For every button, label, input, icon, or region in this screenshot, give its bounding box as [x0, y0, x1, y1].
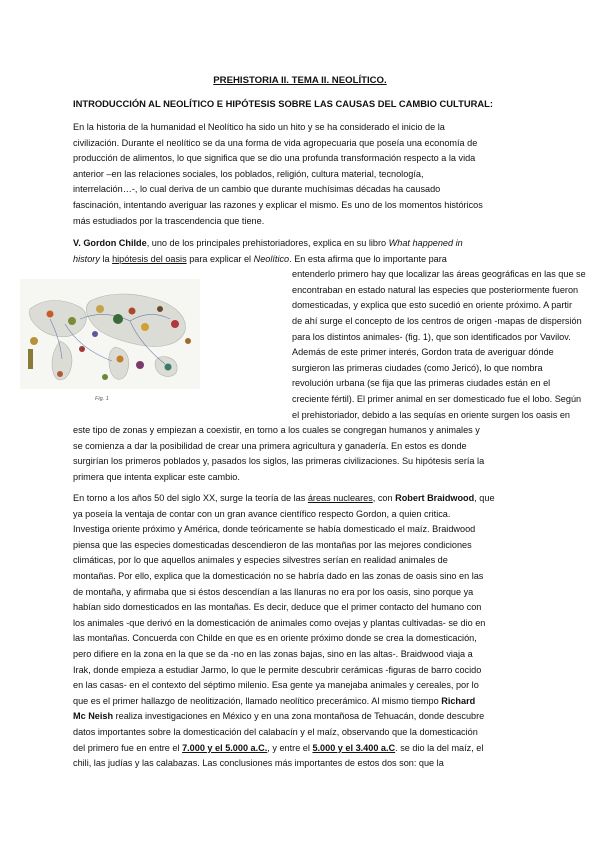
text-line: de montaña, y afirmaba que si éstos descendían a las llanuras no era por los oasis, sino porque ya: [73, 586, 474, 597]
text-line: habían sido domesticados en las montañas. Es decir, deduce que el primer contacto del humano con: [73, 602, 482, 613]
text-line: En la historia de la humanidad el Neolítico ha sido un hito y se ha considerado el inicio de la: [73, 122, 445, 132]
text-line: [73, 236, 529, 252]
text-line: domesticadas, y explica que esto sucedió en oriente próximo. A partir: [292, 300, 572, 311]
text-line: chili, las judías y las calabazas. Las conclusiones más importantes de estos dos son: que la: [73, 758, 444, 769]
text-line: Investiga oriente próximo y América, donde teóricamente se había domesticado el maíz. Braidwood: [73, 524, 476, 535]
text-line: el prehistoriador, debido a las sequías en oriente surgen los oasis en: [292, 409, 570, 420]
book-title: history: [73, 253, 100, 264]
author-name: Robert Braidwood: [395, 493, 475, 503]
text-span: , que: [474, 493, 495, 503]
text-line: anterior –en las relaciones sociales, los poblados, religión, cultura material, tecnología,: [73, 168, 424, 179]
text-span: . En esta afirma que lo importante para: [289, 253, 447, 264]
text-span: la: [99, 253, 113, 264]
text-line: los animales -que derivó en la domesticación de animales como ovejas y plantas cultivadas- se dio en: [73, 617, 486, 628]
text-line: Además de este primer interés, Gordon trata de averiguar dónde: [292, 347, 554, 358]
text-line: interrelación…-, lo cual deriva de un cambio que durante muchísimas décadas ha causado: [73, 184, 441, 195]
text-line: encontraban en estado natural las especies que posteriormente fueron: [292, 284, 579, 295]
text-line: más estudiados por la trascendencia que tiene.: [73, 215, 265, 226]
text-line: fascinación, intentando averiguar las razones y explicar el mismo. Es uno de los momentos históricos: [73, 199, 483, 210]
author-name: V. Gordon Childe: [73, 238, 147, 248]
text-line: producción de alimentos, lo que significa que se dio una profunda transformación respecto a la vida: [73, 153, 476, 164]
text-line: [73, 709, 529, 725]
text-line: Irak, donde empieza a estudiar Jarmo, lo que le permite descubrir cerámicas -figuras de barro cocido: [73, 664, 482, 675]
text-line: entenderlo primero hay que localizar las áreas geográficas en las que se: [292, 269, 586, 280]
text-line: primera que intenta explicar este cambio.: [73, 471, 240, 482]
paragraph-intro: [73, 120, 529, 229]
book-title: What happened in: [388, 238, 463, 248]
text-line: se comienza a dar la posibilidad de crear una primera agricultura y ganadería. En estos es donde: [73, 440, 467, 451]
text-line: en las casas- en el contexto del séptimo milenio. Esa gente ya manejaba animales y cereales, por lo: [73, 680, 479, 691]
text-line: [73, 491, 529, 507]
text-span: . se dio la del maíz, el: [395, 742, 484, 753]
term-hipotesis-oasis: hipótesis del oasis: [112, 253, 187, 264]
section-subtitle: INTRODUCCIÓN AL NEOLÍTICO E HIPÓTESIS SOBRE LAS CAUSAS DEL CAMBIO CULTURAL:: [73, 98, 493, 109]
text-line: datos importantes sobre la domesticación del calabacín y el maíz, observando que la domesticación: [73, 726, 478, 737]
text-line: [73, 741, 529, 757]
text-line: montañas. Por ello, explica que la domesticación no se habría dado en las zonas de oasis sino en las: [73, 570, 484, 581]
text-span: En torno a los años 50 del siglo XX, surge la teoría de las: [73, 493, 308, 503]
text-line: surgirían los primeros poblados y, pasados los siglos, las primeras civilizaciones. Su hipótesis sería la: [73, 456, 485, 467]
wrapped-text: [73, 267, 586, 423]
date-range-calabacin: 7.000 y el 5.000 a.C.: [182, 742, 268, 753]
page-title: PREHISTORIA II. TEMA II. NEOLÍTICO.: [213, 75, 387, 86]
paragraph-braidwood: [73, 491, 529, 772]
text-span: para explicar el: [186, 253, 254, 264]
term-neolitico: Neolítico: [253, 253, 290, 264]
text-line: este tipo de zonas y empiezan a coexistir, en torno a los cuales se congregan humanos y animales y: [73, 425, 480, 436]
text-line: [73, 252, 529, 268]
text-span: , y entre el: [267, 742, 313, 753]
text-line: ya poseía la ventaja de contar con un gran avance científico respecto Gordon, a quien critica.: [73, 508, 451, 519]
text-line: de ahí surge el concepto de los centros de origen -mapas de dispersión: [292, 315, 582, 326]
text-line: civilización. Durante el neolítico se da una forma de vida agropecuaria que poseía una economía de: [73, 137, 478, 148]
text-line: piensa que las especies domesticadas descendieron de las montañas por las mejores condiciones: [73, 539, 472, 550]
date-range-maiz: 5.000 y el 3.400 a.C: [312, 742, 396, 753]
text-line: [73, 694, 529, 710]
text-span: , con: [372, 493, 396, 503]
term-areas-nucleares: áreas nucleares: [307, 493, 373, 503]
text-line: surgieron las primeras ciudades (como Jericó), lo que nombra: [292, 362, 543, 373]
author-name: Mc Neish: [73, 711, 114, 722]
text-line: las montañas. Concuerda con Childe en que es en oriente próximo donde se crea la domesticación,: [73, 633, 477, 644]
text-line: pero difiere en la zona en la que se da -no en las zonas bajas, sino en las altas-. Braidwood viaja a: [73, 648, 473, 659]
text-line: para los distintos animales- (fig. 1), que son identificados por Vavilov.: [292, 331, 571, 342]
author-name: Richard: [441, 695, 476, 706]
text-line: creciente fértil). El primer animal en ser domesticado fue el lobo. Según: [292, 393, 582, 404]
text-span: que es el primer hallazgo de neolitización, llamado neolítico precerámico. Al mismo tiempo: [73, 695, 442, 706]
paragraph-childe: [73, 236, 586, 486]
text-span: del primero fue en entre el: [73, 742, 183, 753]
text-line: climáticas, por lo que aquellos animales y especies silvestres serían en realidad animales de: [73, 555, 448, 566]
text-line: revolución urbana (se fija que las primeras ciudades están en el: [292, 378, 551, 389]
text-span: realiza investigaciones en México y en una zona montañosa de Tehuacán, donde descubre: [113, 711, 485, 722]
figure-caption: Fig. 1: [95, 396, 109, 402]
text-span: , uno de los principales prehistoriadores, explica en su libro: [146, 238, 389, 248]
